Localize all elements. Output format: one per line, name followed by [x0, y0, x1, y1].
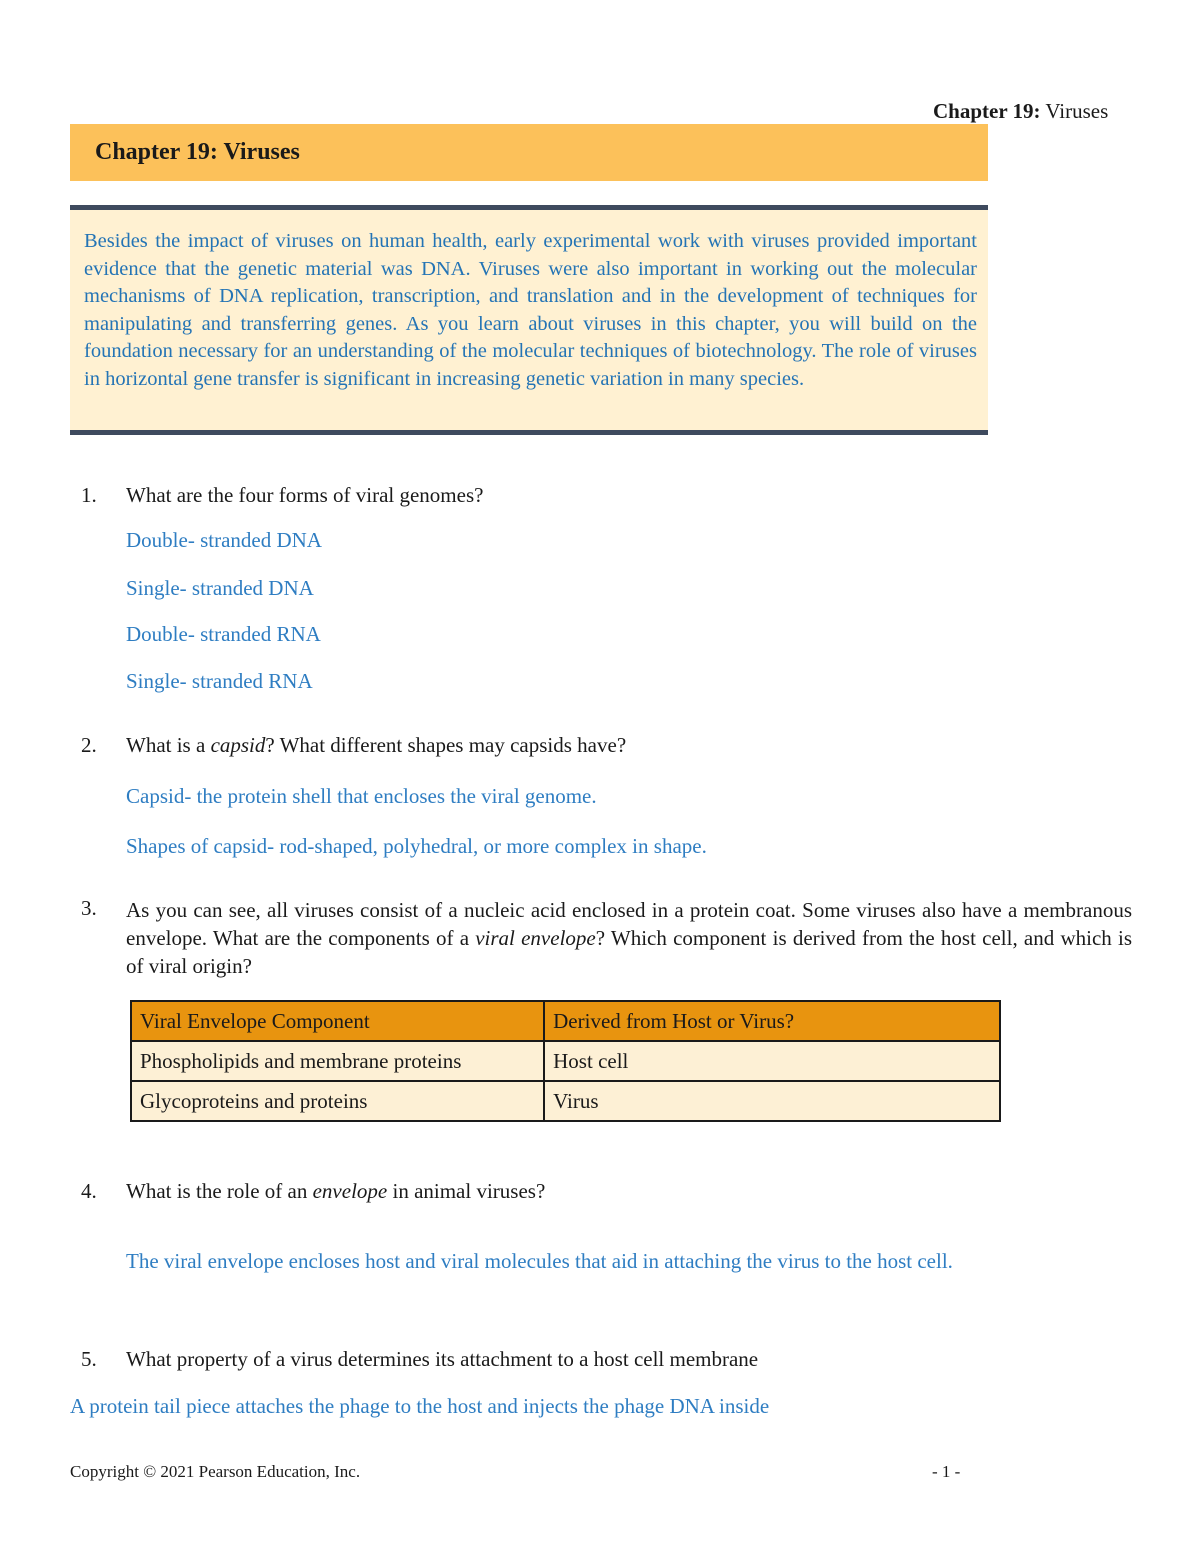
question-text: What property of a virus determines its attachment to a host cell membrane: [126, 1347, 759, 1371]
term-envelope: envelope: [312, 1179, 388, 1203]
answer-line: Capsid- the protein shell that encloses the viral genome.: [126, 784, 597, 808]
table-cell: Glycoproteins and proteins: [131, 1081, 544, 1121]
question-number: 2.: [81, 733, 97, 757]
question-number: 4.: [81, 1179, 97, 1203]
running-header-label: Chapter 19:: [933, 99, 1041, 123]
table-cell: Virus: [544, 1081, 1000, 1121]
table-row: [131, 1081, 1000, 1121]
intro-text: Besides the impact of viruses on human health, early experimental work with viruses provided important evidence that the genetic material was DNA. Viruses were also important in working out the molecular mechanisms of DNA replication, transcription, and translation and in the development of techniques for manipulating and transferring genes. As you learn about viruses in this chapter, you will build on the foundation necessary for an understanding of the molecular techniques of biotechnology. The role of viruses in horizontal gene transfer is significant in increasing genetic variation in many species.: [84, 230, 977, 390]
answer-line: Single- stranded RNA: [126, 669, 313, 693]
table-header-cell: Viral Envelope Component: [131, 1001, 544, 1041]
table-row: [131, 1041, 1000, 1081]
table-header-cell: Derived from Host or Virus?: [544, 1001, 1000, 1041]
answer-line: Double- stranded DNA: [126, 528, 322, 552]
table-cell: Phospholipids and membrane proteins: [131, 1041, 544, 1081]
question-number: 1.: [81, 483, 97, 507]
running-header-topic: Viruses: [1045, 99, 1109, 123]
answer-line: Single- stranded DNA: [126, 576, 314, 600]
answer-line: A protein tail piece attaches the phage to the host and injects the phage DNA inside: [70, 1394, 770, 1418]
footer-copyright: Copyright © 2021 Pearson Education, Inc.: [70, 1462, 361, 1481]
table-header-row: [131, 1001, 1000, 1041]
question-number: 5.: [81, 1347, 97, 1371]
question-text: What is a capsid? What different shapes may capsids have?: [126, 733, 627, 757]
intro-box: [70, 205, 988, 435]
term-viral-envelope: viral envelope: [475, 926, 596, 950]
chapter-title: Chapter 19: Viruses: [95, 139, 300, 165]
question-text: What are the four forms of viral genomes?: [126, 483, 484, 507]
running-header: [933, 99, 1108, 124]
answer-line: Shapes of capsid- rod-shaped, polyhedral, or more complex in shape.: [126, 834, 707, 858]
answer-line: Double- stranded RNA: [126, 622, 321, 646]
question-text: What is the role of an envelope in animal viruses?: [126, 1179, 546, 1203]
table-cell: Host cell: [544, 1041, 1000, 1081]
footer-page-number: - 1 -: [932, 1462, 961, 1481]
answer-line: The viral envelope encloses host and viral molecules that aid in attaching the virus to the host cell.: [126, 1249, 953, 1273]
question-3-text: As you can see, all viruses consist of a nucleic acid enclosed in a protein coat. Some viruses also have a membranous envelope. What are the components of a viral envelope? Which component is derived from the host cell, and which is of viral origin?: [126, 898, 1132, 978]
chapter-title-bar: [70, 124, 988, 181]
envelope-table: [130, 1000, 1001, 1122]
term-capsid: capsid: [210, 733, 266, 757]
